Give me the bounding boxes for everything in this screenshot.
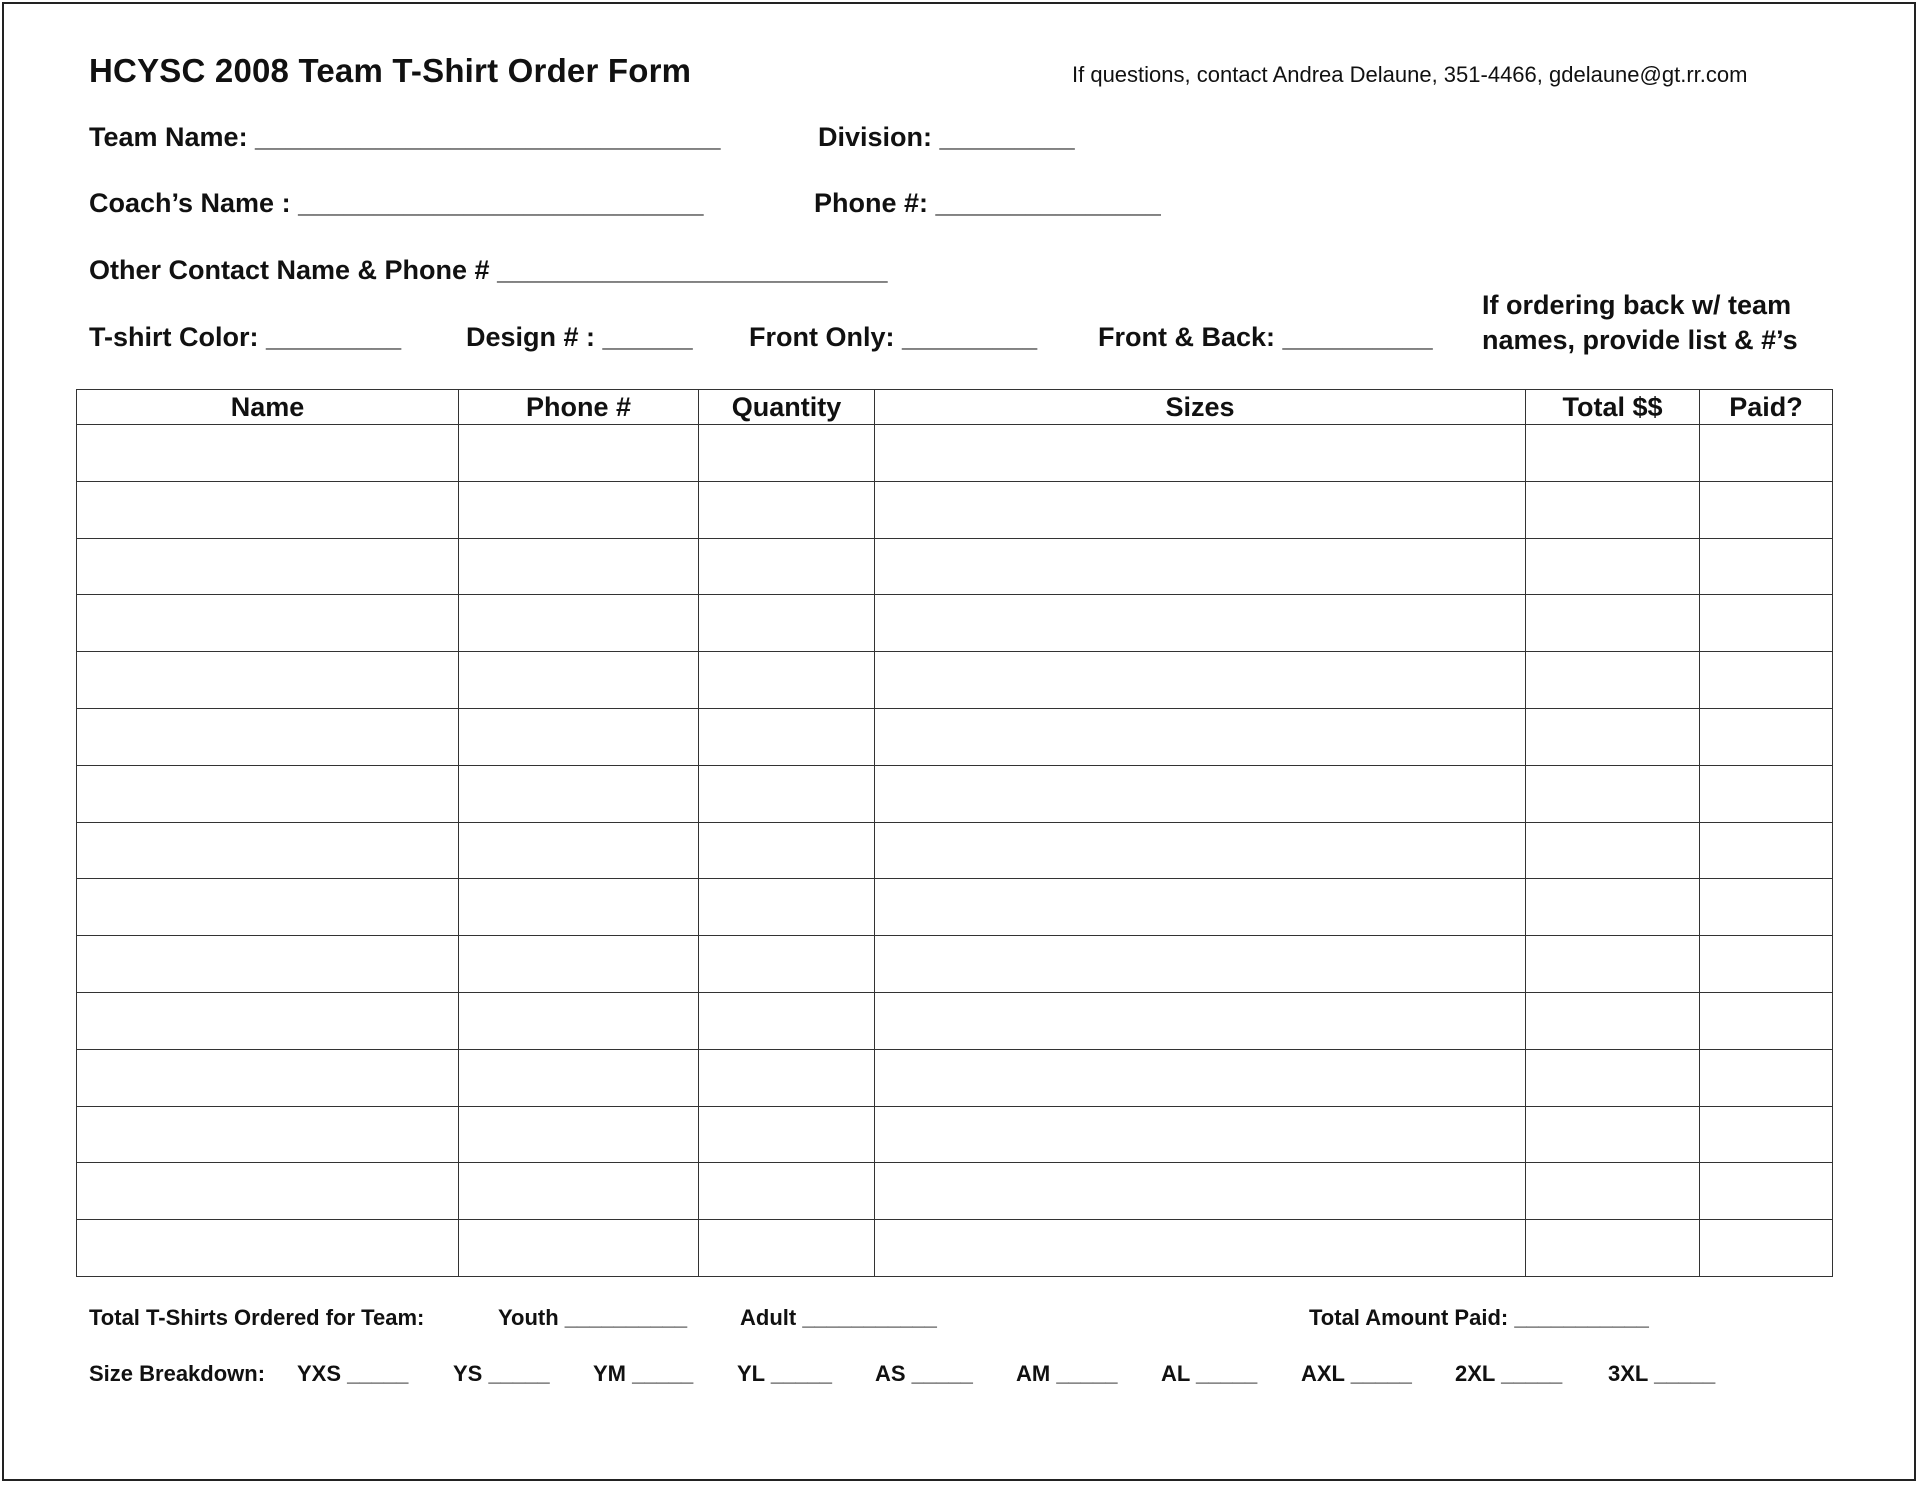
paid-cell[interactable]	[1700, 879, 1833, 936]
table-row	[77, 1220, 1833, 1277]
name-cell[interactable]	[77, 538, 459, 595]
quantity-cell[interactable]	[699, 1049, 875, 1106]
paid-cell[interactable]	[1700, 765, 1833, 822]
size-field-axl[interactable]: AXL _____	[1301, 1361, 1412, 1386]
column-header-sizes: Sizes	[875, 390, 1526, 425]
sizes-cell[interactable]	[875, 822, 1526, 879]
table-row	[77, 481, 1833, 538]
table-row	[77, 992, 1833, 1049]
table-row	[77, 538, 1833, 595]
table-row	[77, 1106, 1833, 1163]
sizes-cell[interactable]	[875, 481, 1526, 538]
sizes-cell[interactable]	[875, 1220, 1526, 1277]
sizes-cell[interactable]	[875, 879, 1526, 936]
table-row	[77, 879, 1833, 936]
total-ordered-label: Total T-Shirts Ordered for Team:	[89, 1305, 425, 1330]
front-back-field[interactable]: Front & Back: __________	[1098, 322, 1433, 352]
quantity-cell[interactable]	[699, 1220, 875, 1277]
total-amount-paid-field[interactable]: Total Amount Paid: ___________	[1309, 1305, 1649, 1330]
table-row	[77, 1049, 1833, 1106]
phone-cell[interactable]	[459, 595, 699, 652]
size-field-yl[interactable]: YL _____	[737, 1361, 833, 1386]
tshirt-color-field[interactable]: T-shirt Color: _________	[89, 322, 402, 352]
total-cell[interactable]	[1526, 936, 1700, 993]
total-cell[interactable]	[1526, 822, 1700, 879]
front-only-field[interactable]: Front Only: _________	[749, 322, 1038, 352]
table-row	[77, 595, 1833, 652]
phone-cell[interactable]	[459, 538, 699, 595]
paid-cell[interactable]	[1700, 936, 1833, 993]
phone-cell[interactable]	[459, 765, 699, 822]
sizes-cell[interactable]	[875, 936, 1526, 993]
paid-cell[interactable]	[1700, 1163, 1833, 1220]
name-cell[interactable]	[77, 595, 459, 652]
column-header-name: Name	[77, 390, 459, 425]
name-cell[interactable]	[77, 708, 459, 765]
design-number-field[interactable]: Design # : ______	[466, 322, 693, 352]
phone-cell[interactable]	[459, 481, 699, 538]
name-cell[interactable]	[77, 822, 459, 879]
table-row	[77, 1163, 1833, 1220]
phone-cell[interactable]	[459, 1106, 699, 1163]
sizes-cell[interactable]	[875, 765, 1526, 822]
name-cell[interactable]	[77, 765, 459, 822]
phone-cell[interactable]	[459, 1220, 699, 1277]
total-cell[interactable]	[1526, 595, 1700, 652]
total-cell[interactable]	[1526, 1220, 1700, 1277]
phone-cell[interactable]	[459, 936, 699, 993]
total-cell[interactable]	[1526, 425, 1700, 482]
name-cell[interactable]	[77, 425, 459, 482]
paid-cell[interactable]	[1700, 425, 1833, 482]
column-header-total: Total $$	[1526, 390, 1700, 425]
phone-cell[interactable]	[459, 1163, 699, 1220]
total-cell[interactable]	[1526, 992, 1700, 1049]
name-cell[interactable]	[77, 879, 459, 936]
total-cell[interactable]	[1526, 1106, 1700, 1163]
size-field-3xl[interactable]: 3XL _____	[1608, 1361, 1716, 1386]
total-cell[interactable]	[1526, 652, 1700, 709]
name-cell[interactable]	[77, 1163, 459, 1220]
name-cell[interactable]	[77, 1049, 459, 1106]
phone-cell[interactable]	[459, 992, 699, 1049]
phone-cell[interactable]	[459, 708, 699, 765]
name-cell[interactable]	[77, 936, 459, 993]
column-header-phone: Phone #	[459, 390, 699, 425]
paid-cell[interactable]	[1700, 538, 1833, 595]
phone-field[interactable]: Phone #: _______________	[814, 188, 1161, 218]
quantity-cell[interactable]	[699, 481, 875, 538]
phone-cell[interactable]	[459, 822, 699, 879]
paid-cell[interactable]	[1700, 1106, 1833, 1163]
phone-cell[interactable]	[459, 879, 699, 936]
order-table	[76, 389, 1833, 1277]
paid-cell[interactable]	[1700, 1220, 1833, 1277]
table-row	[77, 425, 1833, 482]
division-field[interactable]: Division: _________	[818, 122, 1075, 152]
paid-cell[interactable]	[1700, 595, 1833, 652]
size-field-yxs[interactable]: YXS _____	[297, 1361, 409, 1386]
size-field-ym[interactable]: YM _____	[593, 1361, 694, 1386]
sizes-cell[interactable]	[875, 992, 1526, 1049]
name-cell[interactable]	[77, 652, 459, 709]
column-header-quantity: Quantity	[699, 390, 875, 425]
coach-name-field[interactable]: Coach’s Name : ___________________________	[89, 188, 704, 218]
quantity-cell[interactable]	[699, 652, 875, 709]
youth-total-field[interactable]: Youth __________	[498, 1305, 688, 1330]
quantity-cell[interactable]	[699, 1163, 875, 1220]
paid-cell[interactable]	[1700, 992, 1833, 1049]
name-cell[interactable]	[77, 1220, 459, 1277]
paid-cell[interactable]	[1700, 822, 1833, 879]
size-breakdown-label: Size Breakdown:	[89, 1361, 266, 1386]
quantity-cell[interactable]	[699, 1106, 875, 1163]
quantity-cell[interactable]	[699, 822, 875, 879]
phone-cell[interactable]	[459, 652, 699, 709]
back-names-note: If ordering back w/ team names, provide list & #’s	[1482, 290, 1798, 355]
total-cell[interactable]	[1526, 1049, 1700, 1106]
paid-cell[interactable]	[1700, 708, 1833, 765]
other-contact-field[interactable]: Other Contact Name & Phone # __________________________	[89, 255, 888, 285]
table-row	[77, 936, 1833, 993]
sizes-cell[interactable]	[875, 538, 1526, 595]
phone-cell[interactable]	[459, 1049, 699, 1106]
column-header-paid: Paid?	[1700, 390, 1833, 425]
total-cell[interactable]	[1526, 538, 1700, 595]
size-field-al[interactable]: AL _____	[1161, 1361, 1258, 1386]
name-cell[interactable]	[77, 1106, 459, 1163]
quantity-cell[interactable]	[699, 765, 875, 822]
quantity-cell[interactable]	[699, 538, 875, 595]
table-row	[77, 652, 1833, 709]
quantity-cell[interactable]	[699, 595, 875, 652]
sizes-cell[interactable]	[875, 1106, 1526, 1163]
sizes-cell[interactable]	[875, 595, 1526, 652]
size-field-am[interactable]: AM _____	[1016, 1361, 1118, 1386]
team-name-field[interactable]: Team Name: _______________________________	[89, 122, 721, 152]
table-row	[77, 822, 1833, 879]
table-header-row	[77, 390, 1833, 425]
total-cell[interactable]	[1526, 765, 1700, 822]
total-cell[interactable]	[1526, 879, 1700, 936]
total-cell[interactable]	[1526, 1163, 1700, 1220]
sizes-cell[interactable]	[875, 652, 1526, 709]
quantity-cell[interactable]	[699, 425, 875, 482]
total-cell[interactable]	[1526, 708, 1700, 765]
quantity-cell[interactable]	[699, 936, 875, 993]
paid-cell[interactable]	[1700, 481, 1833, 538]
sizes-cell[interactable]	[875, 708, 1526, 765]
adult-total-field[interactable]: Adult ___________	[740, 1305, 937, 1330]
size-field-ys[interactable]: YS _____	[453, 1361, 550, 1386]
paid-cell[interactable]	[1700, 1049, 1833, 1106]
name-cell[interactable]	[77, 481, 459, 538]
quantity-cell[interactable]	[699, 879, 875, 936]
sizes-cell[interactable]	[875, 1163, 1526, 1220]
name-cell[interactable]	[77, 992, 459, 1049]
total-cell[interactable]	[1526, 481, 1700, 538]
quantity-cell[interactable]	[699, 992, 875, 1049]
table-row	[77, 765, 1833, 822]
phone-cell[interactable]	[459, 425, 699, 482]
sizes-cell[interactable]	[875, 1049, 1526, 1106]
sizes-cell[interactable]	[875, 425, 1526, 482]
quantity-cell[interactable]	[699, 708, 875, 765]
table-row	[77, 708, 1833, 765]
contact-info: If questions, contact Andrea Delaune, 351-4466, gdelaune@gt.rr.com	[1072, 62, 1748, 87]
form-title: HCYSC 2008 Team T-Shirt Order Form	[89, 52, 692, 89]
size-field-2xl[interactable]: 2XL _____	[1455, 1361, 1563, 1386]
paid-cell[interactable]	[1700, 652, 1833, 709]
size-field-as[interactable]: AS _____	[875, 1361, 973, 1386]
